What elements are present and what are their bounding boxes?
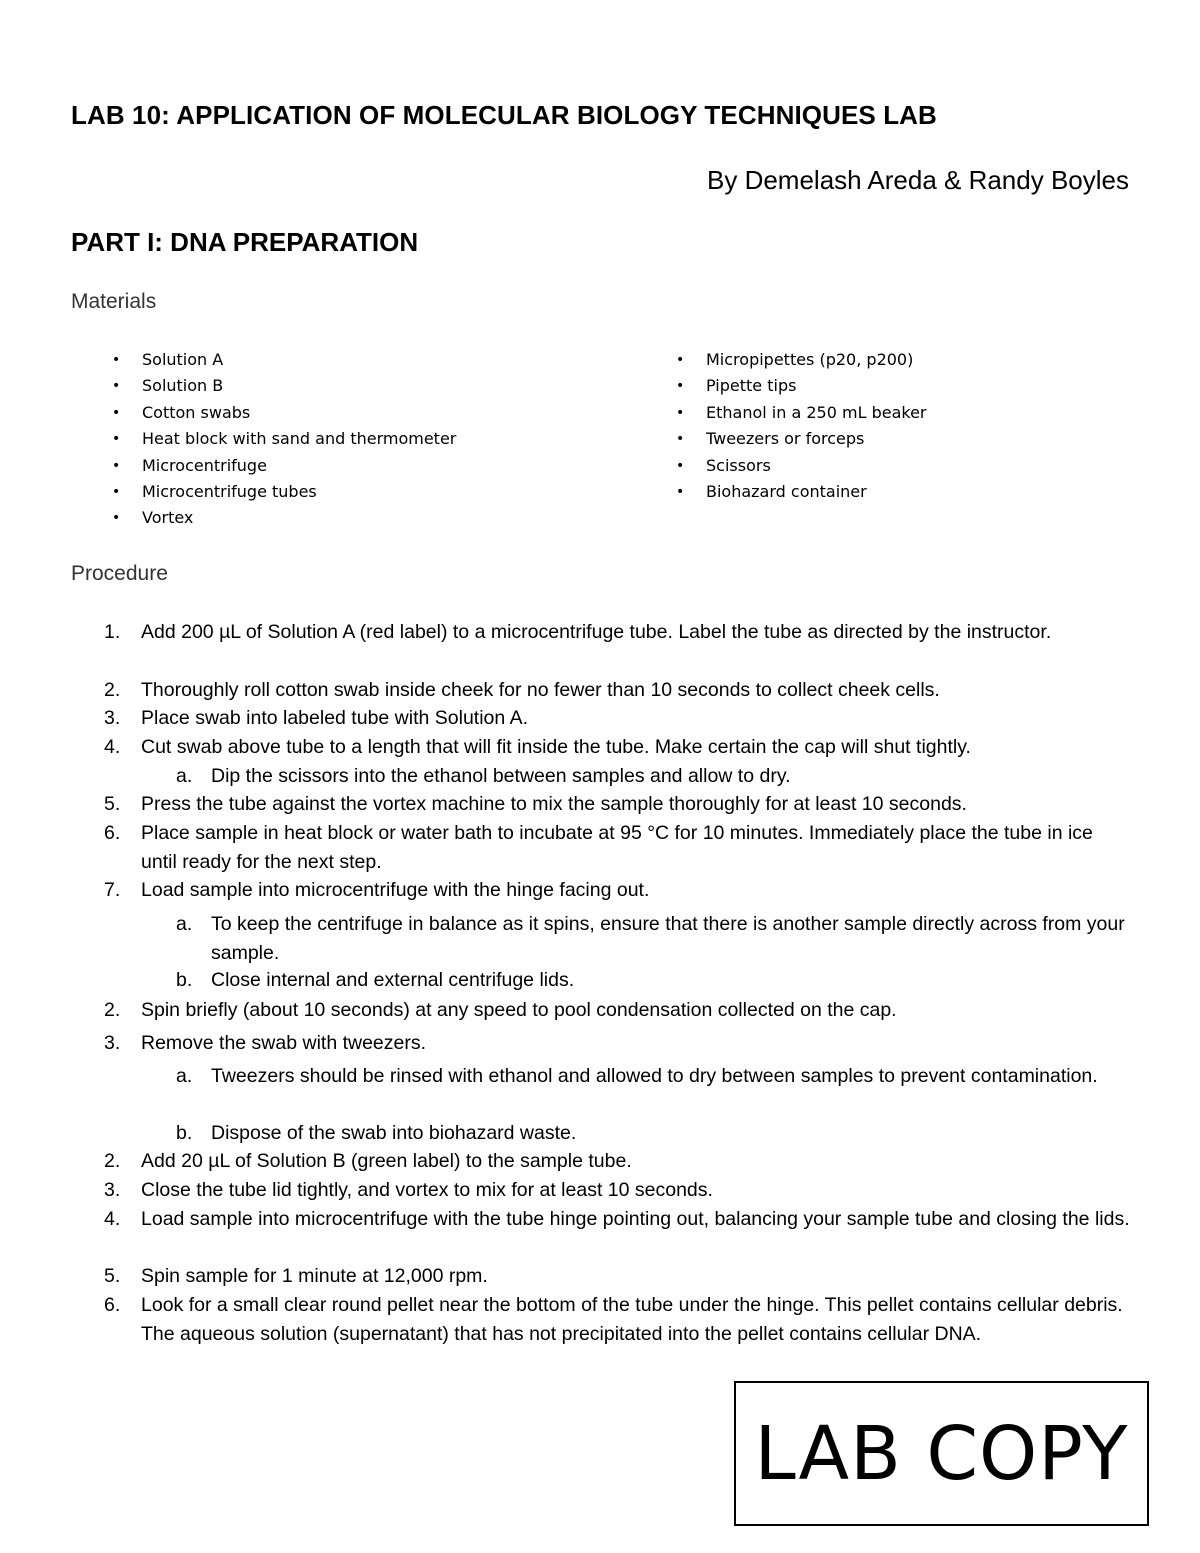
bullet-icon: • [676,483,685,500]
step-text: Cut swab above tube to a length that will fit inside the tube. Make certain the cap will shut tightly. [141,736,971,758]
bullet-icon: • [112,510,121,527]
step-number: 3. [104,1179,121,1201]
step-text: Load sample into microcentrifuge with the tube hinge pointing out, balancing your sample tube and closing the lids. [141,1208,1130,1230]
procedure-step [104,790,1131,819]
material-label: Tweezers or forceps [706,429,865,449]
step-letter: b. [176,1122,193,1144]
step-text: Dispose of the swab into biohazard waste. [211,1122,577,1144]
procedure-step [104,819,1131,877]
step-number: 6. [104,822,121,844]
step-text: To keep the centrifuge in balance as it spins, ensure that there is another sample directly across from your sample. [211,913,1125,964]
bullet-icon: • [112,378,121,395]
material-label: Solution A [142,350,224,369]
procedure-substep [176,762,1131,791]
material-item [71,347,456,373]
procedure-step [104,704,1131,733]
material-label: Micropipettes (p20, p200) [706,350,914,369]
procedure-step [104,676,1131,705]
step-number: 2. [104,999,121,1021]
procedure-label: Procedure [71,562,168,585]
procedure-step [104,1176,1131,1205]
step-text: Add 200 µL of Solution A (red label) to a microcentrifuge tube. Label the tube as directed by the instructor. [141,621,1052,643]
material-label: Biohazard container [706,481,867,501]
materials-label: Materials [71,290,157,313]
procedure-substep [176,1119,1131,1148]
step-text: Spin briefly (about 10 seconds) at any speed to pool condensation collected on the cap. [141,999,897,1021]
bullet-icon: • [112,483,121,500]
procedure-step [104,1262,1131,1291]
material-label: Vortex [142,508,194,528]
bullet-icon: • [676,378,685,395]
materials-list-left [71,347,456,532]
step-letter: a. [176,913,193,935]
material-label: Heat block with sand and thermometer [142,429,457,449]
material-item [71,479,456,505]
step-number: 4. [104,1208,121,1230]
procedure-substep [176,966,1131,995]
material-label: Ethanol in a 250 mL beaker [706,402,927,422]
step-text: Dip the scissors into the ethanol between samples and allow to dry. [211,765,791,787]
procedure-step [104,1147,1131,1176]
procedure-substep [176,910,1131,968]
part-heading: PART I: DNA PREPARATION [71,227,419,257]
step-number: 5. [104,793,121,815]
material-item [635,347,926,373]
procedure-step [104,996,1131,1025]
step-text: Place sample in heat block or water bath to incubate at 95 °C for 10 minutes. Immediately place the tube in ice until ready for the next step. [141,822,1093,873]
author-byline: By Demelash Areda & Randy Boyles [707,165,1129,195]
materials-list-right [635,347,926,505]
step-number: 7. [104,879,121,901]
material-item [635,400,926,426]
bullet-icon: • [676,431,685,448]
step-letter: a. [176,765,193,787]
step-text: Add 20 µL of Solution B (green label) to the sample tube. [141,1150,632,1172]
step-number: 2. [104,1150,121,1172]
procedure-step [104,1205,1131,1234]
step-text: Remove the swab with tweezers. [141,1032,427,1054]
step-text: Close the tube lid tightly, and vortex to mix for at least 10 seconds. [141,1179,713,1201]
document-title: LAB 10: APPLICATION OF MOLECULAR BIOLOGY TECHNIQUES LAB [71,100,937,130]
step-number: 5. [104,1265,121,1287]
step-number: 6. [104,1294,121,1316]
material-item [71,505,456,531]
bullet-icon: • [676,352,685,368]
step-number: 3. [104,707,121,729]
material-item [635,479,926,505]
step-text: Press the tube against the vortex machine to mix the sample thoroughly for at least 10 seconds. [141,793,967,815]
step-letter: b. [176,969,193,991]
material-label: Pipette tips [706,376,797,396]
material-item [635,373,926,399]
step-number: 1. [104,621,121,643]
material-label: Microcentrifuge [142,455,267,475]
material-item [71,453,456,479]
procedure-step [104,1291,1131,1349]
material-item [635,453,926,479]
procedure-substep [176,1062,1131,1091]
bullet-icon: • [112,352,121,368]
procedure-step [104,733,1131,762]
material-item [71,426,456,452]
material-label: Scissors [706,455,771,475]
procedure-step [104,1029,1131,1058]
procedure-step [104,618,1131,647]
step-number: 3. [104,1032,121,1054]
step-text: Tweezers should be rinsed with ethanol and allowed to dry between samples to prevent contamination. [211,1065,1098,1087]
bullet-icon: • [112,404,121,421]
material-item [71,373,456,399]
lab-copy-stamp: LAB COPY [734,1381,1149,1526]
bullet-icon: • [676,404,685,421]
step-text: Spin sample for 1 minute at 12,000 rpm. [141,1265,488,1287]
step-text: Look for a small clear round pellet near the bottom of the tube under the hinge. This pellet contains cellular debris. The aqueous solution (supernatant) that has not precipitated into the pellet contains cellular DNA. [141,1294,1123,1345]
step-text: Close internal and external centrifuge lids. [211,969,575,991]
material-label: Microcentrifuge tubes [142,481,317,501]
step-letter: a. [176,1065,193,1087]
material-item [635,426,926,452]
bullet-icon: • [112,457,121,474]
material-item [71,400,456,426]
procedure-step [104,876,1131,905]
step-number: 2. [104,679,121,701]
bullet-icon: • [676,457,685,474]
step-text: Thoroughly roll cotton swab inside cheek for no fewer than 10 seconds to collect cheek cells. [141,679,940,701]
bullet-icon: • [112,431,121,448]
material-label: Cotton swabs [142,402,251,422]
material-label: Solution B [142,376,224,396]
step-text: Load sample into microcentrifuge with the hinge facing out. [141,879,650,901]
step-number: 4. [104,736,121,758]
step-text: Place swab into labeled tube with Solution A. [141,707,529,729]
